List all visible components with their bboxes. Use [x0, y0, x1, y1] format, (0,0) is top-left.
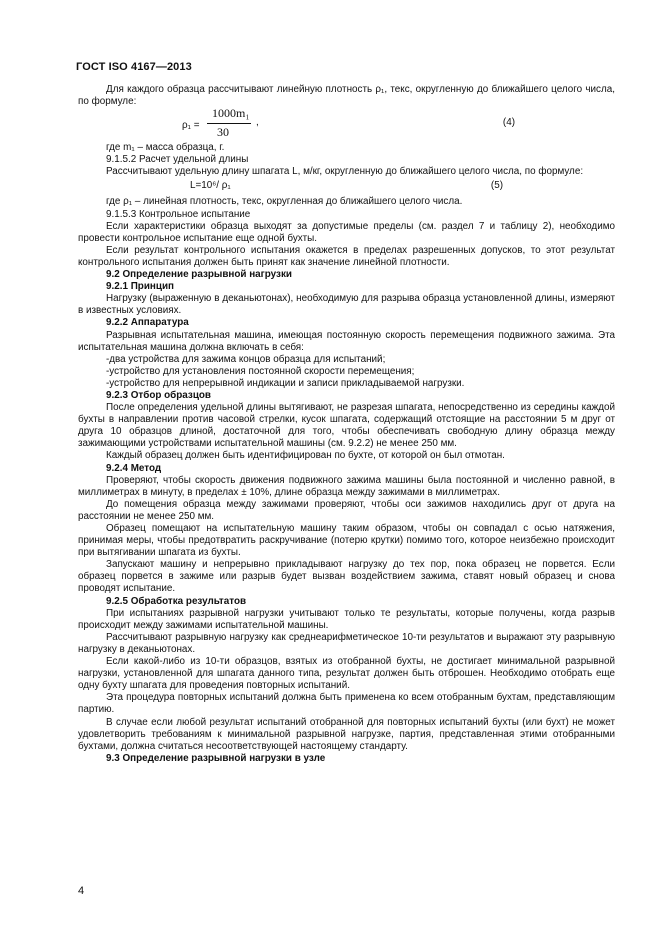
subsection-title: 9.1.5.3 Контрольное испытание — [106, 208, 251, 220]
section-heading: 9.2.1 Принцип — [106, 281, 174, 293]
paragraph: Если характеристики образца выходят за допустимые пределы (см. раздел 7 и таблицу 2), необходимо провести контрольное испытание еще одной бухты. — [78, 220, 615, 244]
paragraph: При испытаниях разрывной нагрузки учитывают только те результаты, которые получены, когда разрыв происходит между зажимами испытательной машины. — [78, 607, 615, 631]
paragraph: Проверяют, чтобы скорость движения подвижного зажима машины была постоянной и численно равной, в миллиметрах в минуту, в пределах ± 10%, длине образца между зажимами в миллиметрах. — [78, 474, 615, 498]
paragraph: Рассчитывают разрывную нагрузку как среднеарифметическое 10-ти результатов и выражают эту разрывную нагрузку в деканьютонах. — [78, 631, 615, 655]
paragraph: В случае если любой результат испытаний отобранной для повторных испытаний бухты (или бухт) не может удовлетворить требованиям к минимальной разрывной нагрузке, партия, представленная этими отобранными бухтами, должна считаться несоответствующей настоящему стандарту. — [78, 716, 615, 752]
paragraph: Для каждого образца рассчитывают линейную плотность ρ₁, текс, округленную до ближайшего целого числа, по формуле: — [78, 84, 615, 108]
list-item: -два устройства для зажима концов образца для испытаний; — [106, 353, 386, 365]
formula-4 — [78, 108, 615, 142]
paragraph: До помещения образца между зажимами проверяют, чтобы оси зажимов находились друг от друга на расстоянии не менее 250 мм. — [78, 498, 615, 522]
paragraph: где m₁ – масса образца, г. — [106, 142, 225, 154]
formula-5 — [78, 180, 615, 192]
list-item: -устройство для установления постоянной скорости перемещения; — [106, 365, 415, 377]
section-heading: 9.2.4 Метод — [106, 462, 162, 474]
paragraph: Эта процедура повторных испытаний должна быть применена ко всем отобранным бухтам, представляющим партию. — [78, 692, 615, 716]
formula-denominator: 30 — [217, 125, 229, 140]
section-heading: 9.2.3 Отбор образцов — [106, 389, 211, 401]
formula-expression: L=10⁶/ ρ₁ — [190, 180, 231, 192]
paragraph: Каждый образец должен быть идентифицирован по бухте, от которой он был отмотан. — [106, 450, 505, 462]
paragraph: Образец помещают на испытательную машину таким образом, чтобы он совпадал с осью натяжения, принимая меры, чтобы предотвратить раскручивание (потерю крутки) помимо того, которое неизбежно происходит при вытягивании шпагата из бухты. — [78, 523, 615, 559]
formula-tail: , — [256, 117, 259, 129]
fraction-bar — [207, 123, 251, 124]
section-heading: 9.2 Определение разрывной нагрузки — [106, 269, 292, 281]
paragraph: Если какой-либо из 10-ти образцов, взятых из отобранной бухты, не достигает минимальной разрывной нагрузки, установленной для шпагата данного типа, результат должен быть отброшен. Необходимо отобрать еще одну бухту шпагата для проведения повторных испытаний. — [78, 656, 615, 692]
paragraph: Разрывная испытательная машина, имеющая постоянную скорость перемещения подвижного зажима. Эта испытательная машина должна включать в себя: — [78, 329, 615, 353]
equation-number: (4) — [502, 117, 515, 129]
paragraph: Если результат контрольного испытания окажется в пределах разрешенных допусков, то этот результат контрольного испытания должен быть принят как значение линейной плотности. — [78, 244, 615, 268]
page-number: 4 — [78, 885, 85, 897]
list-item: -устройство для непрерывной индикации и записи прикладываемой нагрузки. — [106, 377, 465, 389]
paragraph: где ρ₁ – линейная плотность, текс, округленная до ближайшего целого числа. — [106, 196, 463, 208]
paragraph: Нагрузку (выраженную в деканьютонах), необходимую для разрыва образца установленной длины, измеряют в известных условиях. — [78, 293, 615, 317]
document-header: ГОСТ ISO 4167—2013 — [76, 61, 192, 73]
paragraph: Рассчитывают удельную длину шпагата L, м/кг, округленную до ближайшего целого числа, по формуле: — [106, 166, 584, 178]
section-heading: 9.2.5 Обработка результатов — [106, 595, 247, 607]
document-body — [78, 84, 615, 765]
formula-lhs: ρ₁ = — [182, 120, 200, 132]
section-heading: 9.2.2 Аппаратура — [106, 317, 189, 329]
section-heading: 9.3 Определение разрывной нагрузки в узле — [106, 752, 326, 764]
paragraph: После определения удельной длины вытягивают, не разрезая шпагата, непосредственно из середины каждой бухты в направлении против часовой стрелки, кусок шпагата, содержащий отстоящие на расстоянии 5 м друг от друга 10 образцов длиной, достаточной для того, чтобы обеспечивать свободную длину образца между зажимающими устройствами испытательной машины (см. 9.2.2) не менее 250 мм. — [78, 402, 615, 450]
subsection-title: 9.1.5.2 Расчет удельной длины — [106, 154, 249, 166]
formula-numerator: 1000m₁ — [212, 106, 250, 121]
equation-number: (5) — [490, 180, 503, 192]
paragraph: Запускают машину и непрерывно прикладывают нагрузку до тех пор, пока образец не порвется. Если образец порвется в зажиме или разрыв будет вызван воздействием зажима, ставят новый образец и снова проводят испытание. — [78, 559, 615, 595]
